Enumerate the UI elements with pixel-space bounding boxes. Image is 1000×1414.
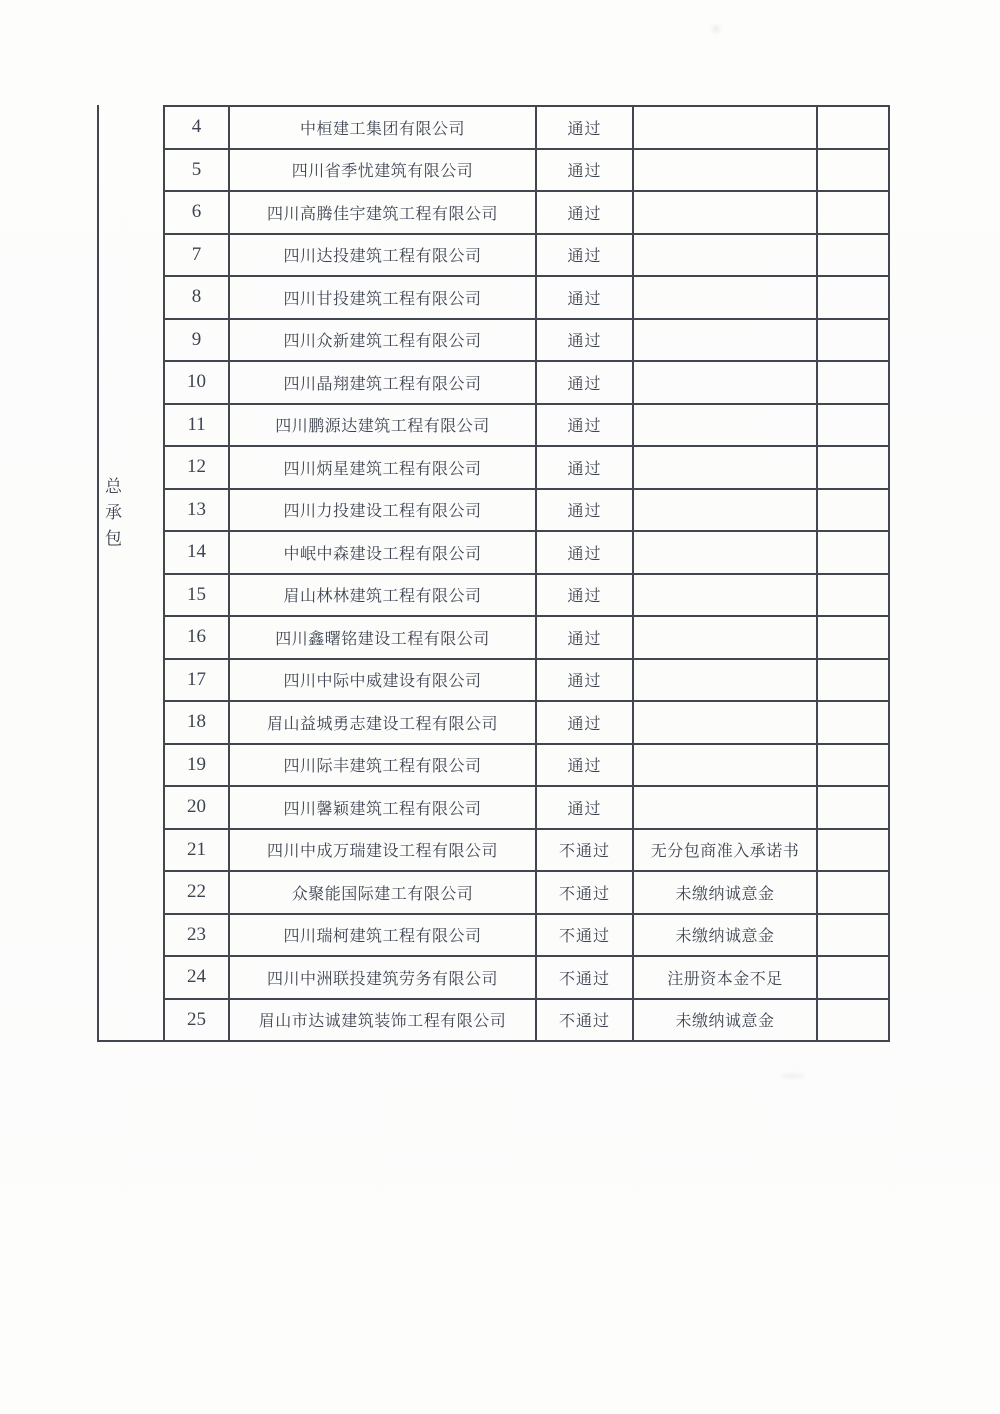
scan-artifact xyxy=(780,1074,806,1078)
company-name-cell: 眉山益城勇志建设工程有限公司 xyxy=(229,701,536,744)
row-number-cell: 22 xyxy=(164,871,229,914)
review-result-cell: 通过 xyxy=(536,531,633,574)
company-name-cell: 四川达投建筑工程有限公司 xyxy=(229,234,536,277)
empty-cell xyxy=(817,234,889,277)
reason-cell: 未缴纳诚意金 xyxy=(633,914,817,957)
reason-cell xyxy=(633,744,817,787)
review-result-cell: 通过 xyxy=(536,659,633,702)
reason-cell xyxy=(633,616,817,659)
table-row xyxy=(164,829,889,872)
table-row xyxy=(164,531,889,574)
row-number-cell: 17 xyxy=(164,659,229,702)
company-name-cell: 四川高腾佳宇建筑工程有限公司 xyxy=(229,191,536,234)
review-result-cell: 通过 xyxy=(536,574,633,617)
company-name-cell: 四川力投建设工程有限公司 xyxy=(229,489,536,532)
reason-cell: 无分包商准入承诺书 xyxy=(633,829,817,872)
company-name-cell: 四川瑞柯建筑工程有限公司 xyxy=(229,914,536,957)
table-row xyxy=(164,744,889,787)
company-name-cell: 四川鹏源达建筑工程有限公司 xyxy=(229,404,536,447)
table-row xyxy=(164,786,889,829)
review-result-cell: 通过 xyxy=(536,276,633,319)
reason-cell xyxy=(633,276,817,319)
company-name-cell: 四川馨颖建筑工程有限公司 xyxy=(229,786,536,829)
review-results-table xyxy=(163,105,890,1042)
company-name-cell: 四川中际中威建设有限公司 xyxy=(229,659,536,702)
review-result-cell: 不通过 xyxy=(536,914,633,957)
table-row xyxy=(164,956,889,999)
company-name-cell: 四川中成万瑞建设工程有限公司 xyxy=(229,829,536,872)
row-number-cell: 5 xyxy=(164,149,229,192)
empty-cell xyxy=(817,276,889,319)
table-row xyxy=(164,319,889,362)
row-number-cell: 21 xyxy=(164,829,229,872)
empty-cell xyxy=(817,404,889,447)
table-row xyxy=(164,234,889,277)
table-body xyxy=(164,106,889,1041)
empty-cell xyxy=(817,999,889,1042)
reason-cell: 注册资本金不足 xyxy=(633,956,817,999)
reason-cell xyxy=(633,319,817,362)
company-name-cell: 四川中洲联投建筑劳务有限公司 xyxy=(229,956,536,999)
review-result-cell: 通过 xyxy=(536,446,633,489)
review-result-cell: 通过 xyxy=(536,744,633,787)
row-number-cell: 14 xyxy=(164,531,229,574)
row-number-cell: 9 xyxy=(164,319,229,362)
company-name-cell: 四川甘投建筑工程有限公司 xyxy=(229,276,536,319)
row-number-cell: 10 xyxy=(164,361,229,404)
group-label: 总承包 xyxy=(102,477,121,555)
review-result-cell: 不通过 xyxy=(536,999,633,1042)
empty-cell xyxy=(817,191,889,234)
empty-cell xyxy=(817,489,889,532)
table-row xyxy=(164,616,889,659)
table-row xyxy=(164,149,889,192)
table-row xyxy=(164,446,889,489)
row-number-cell: 16 xyxy=(164,616,229,659)
company-name-cell: 四川晶翔建筑工程有限公司 xyxy=(229,361,536,404)
empty-cell xyxy=(817,574,889,617)
empty-cell xyxy=(817,361,889,404)
table-row xyxy=(164,574,889,617)
company-name-cell: 四川炳星建筑工程有限公司 xyxy=(229,446,536,489)
company-name-cell: 众聚能国际建工有限公司 xyxy=(229,871,536,914)
row-number-cell: 8 xyxy=(164,276,229,319)
review-result-cell: 通过 xyxy=(536,404,633,447)
row-number-cell: 18 xyxy=(164,701,229,744)
reason-cell xyxy=(633,701,817,744)
reason-cell xyxy=(633,106,817,149)
company-name-cell: 眉山市达诚建筑装饰工程有限公司 xyxy=(229,999,536,1042)
empty-cell xyxy=(817,659,889,702)
reason-cell xyxy=(633,786,817,829)
reason-cell xyxy=(633,191,817,234)
reason-cell xyxy=(633,489,817,532)
reason-cell xyxy=(633,446,817,489)
review-result-cell: 通过 xyxy=(536,786,633,829)
table-row xyxy=(164,106,889,149)
reason-cell xyxy=(633,531,817,574)
empty-cell xyxy=(817,956,889,999)
review-result-cell: 通过 xyxy=(536,701,633,744)
empty-cell xyxy=(817,319,889,362)
table-row xyxy=(164,914,889,957)
empty-cell xyxy=(817,446,889,489)
company-name-cell: 眉山林林建筑工程有限公司 xyxy=(229,574,536,617)
row-number-cell: 23 xyxy=(164,914,229,957)
empty-cell xyxy=(817,744,889,787)
review-result-cell: 通过 xyxy=(536,106,633,149)
table-row xyxy=(164,659,889,702)
reason-cell xyxy=(633,234,817,277)
company-name-cell: 四川际丰建筑工程有限公司 xyxy=(229,744,536,787)
company-name-cell: 四川众新建筑工程有限公司 xyxy=(229,319,536,362)
scan-artifact xyxy=(712,26,720,32)
reason-cell xyxy=(633,659,817,702)
row-number-cell: 20 xyxy=(164,786,229,829)
review-result-cell: 通过 xyxy=(536,361,633,404)
empty-cell xyxy=(817,786,889,829)
row-number-cell: 6 xyxy=(164,191,229,234)
empty-cell xyxy=(817,914,889,957)
reason-cell xyxy=(633,149,817,192)
reason-cell: 未缴纳诚意金 xyxy=(633,871,817,914)
row-number-cell: 25 xyxy=(164,999,229,1042)
row-number-cell: 12 xyxy=(164,446,229,489)
review-result-cell: 通过 xyxy=(536,489,633,532)
review-result-cell: 通过 xyxy=(536,149,633,192)
table-row xyxy=(164,489,889,532)
company-name-cell: 中桓建工集团有限公司 xyxy=(229,106,536,149)
reason-cell xyxy=(633,361,817,404)
table-row xyxy=(164,191,889,234)
company-name-cell: 四川省季忧建筑有限公司 xyxy=(229,149,536,192)
empty-cell xyxy=(817,701,889,744)
table-row xyxy=(164,701,889,744)
row-number-cell: 4 xyxy=(164,106,229,149)
reason-cell xyxy=(633,574,817,617)
review-result-cell: 不通过 xyxy=(536,829,633,872)
review-result-cell: 不通过 xyxy=(536,956,633,999)
review-result-cell: 通过 xyxy=(536,319,633,362)
empty-cell xyxy=(817,106,889,149)
row-number-cell: 24 xyxy=(164,956,229,999)
table-row xyxy=(164,404,889,447)
row-number-cell: 19 xyxy=(164,744,229,787)
row-number-cell: 11 xyxy=(164,404,229,447)
review-result-cell: 不通过 xyxy=(536,871,633,914)
row-number-cell: 13 xyxy=(164,489,229,532)
empty-cell xyxy=(817,871,889,914)
empty-cell xyxy=(817,149,889,192)
row-number-cell: 15 xyxy=(164,574,229,617)
table-row xyxy=(164,276,889,319)
review-result-cell: 通过 xyxy=(536,191,633,234)
group-spanning-cell xyxy=(97,105,163,1042)
table-row xyxy=(164,871,889,914)
empty-cell xyxy=(817,616,889,659)
reason-cell: 未缴纳诚意金 xyxy=(633,999,817,1042)
empty-cell xyxy=(817,531,889,574)
table-row xyxy=(164,999,889,1042)
table-row xyxy=(164,361,889,404)
row-number-cell: 7 xyxy=(164,234,229,277)
empty-cell xyxy=(817,829,889,872)
company-name-cell: 中岷中森建设工程有限公司 xyxy=(229,531,536,574)
company-name-cell: 四川鑫曙铭建设工程有限公司 xyxy=(229,616,536,659)
review-result-cell: 通过 xyxy=(536,616,633,659)
reason-cell xyxy=(633,404,817,447)
review-result-cell: 通过 xyxy=(536,234,633,277)
